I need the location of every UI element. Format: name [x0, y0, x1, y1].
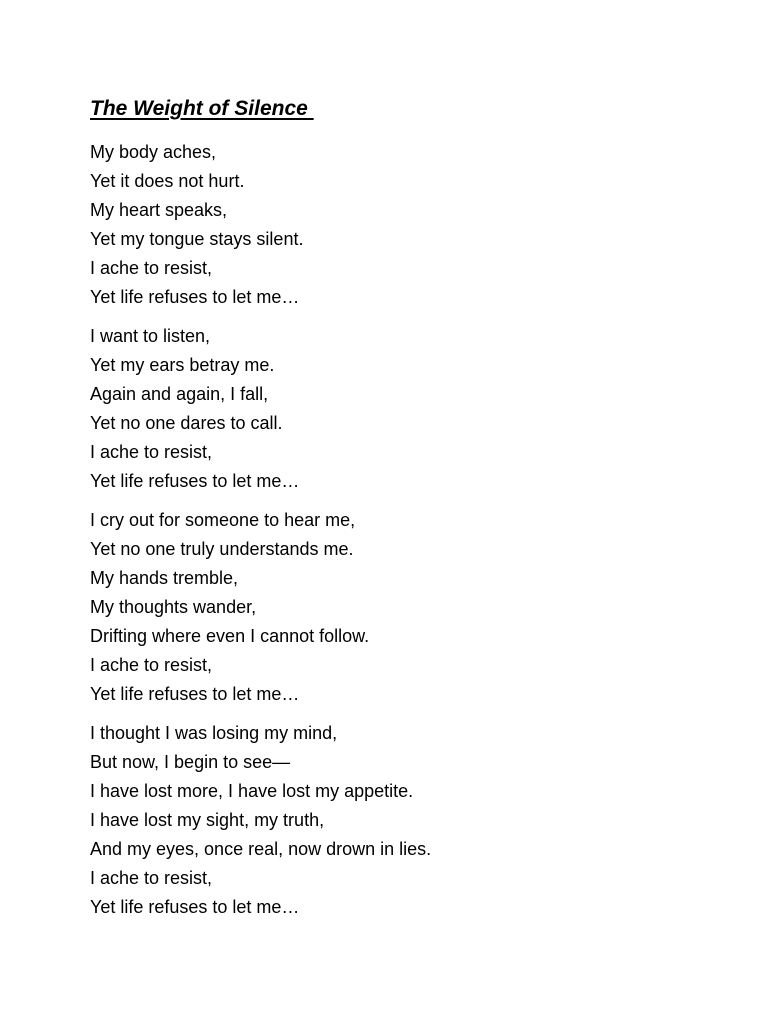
stanza-1	[90, 138, 710, 312]
poem-line: Again and again, I fall,	[90, 384, 269, 404]
poem-line: And my eyes, once real, now drown in lies.	[90, 839, 432, 859]
poem-line: Yet life refuses to let me…	[90, 287, 300, 307]
poem-line: I want to listen,	[90, 326, 211, 346]
poem-line: Yet my tongue stays silent.	[90, 229, 304, 249]
poem-line: I have lost my sight, my truth,	[90, 810, 325, 830]
poem-line: I ache to resist,	[90, 868, 213, 888]
poem-line: Drifting where even I cannot follow.	[90, 626, 370, 646]
poem-line: Yet my ears betray me.	[90, 355, 275, 375]
stanza-2	[90, 322, 710, 496]
poem-line: Yet life refuses to let me…	[90, 684, 300, 704]
poem-line: Yet life refuses to let me…	[90, 897, 300, 917]
poem-line: Yet no one truly understands me.	[90, 539, 354, 559]
poem-line: My heart speaks,	[90, 200, 228, 220]
poem-line: My hands tremble,	[90, 568, 239, 588]
poem-line: I have lost more, I have lost my appetite.	[90, 781, 414, 801]
poem-line: I ache to resist,	[90, 442, 213, 462]
poem	[90, 94, 710, 932]
poem-line: I ache to resist,	[90, 655, 213, 675]
stanza-3	[90, 506, 710, 709]
poem-line: I cry out for someone to hear me,	[90, 510, 356, 530]
poem-line: I ache to resist,	[90, 258, 213, 278]
poem-line: My thoughts wander,	[90, 597, 257, 617]
poem-line: Yet it does not hurt.	[90, 171, 245, 191]
poem-line: Yet no one dares to call.	[90, 413, 283, 433]
stanza-4	[90, 719, 710, 922]
poem-line: But now, I begin to see—	[90, 752, 291, 772]
poem-line: My body aches,	[90, 142, 217, 162]
poem-line: Yet life refuses to let me…	[90, 471, 300, 491]
poem-title: The Weight of Silence	[90, 97, 314, 120]
poem-line: I thought I was losing my mind,	[90, 723, 338, 743]
